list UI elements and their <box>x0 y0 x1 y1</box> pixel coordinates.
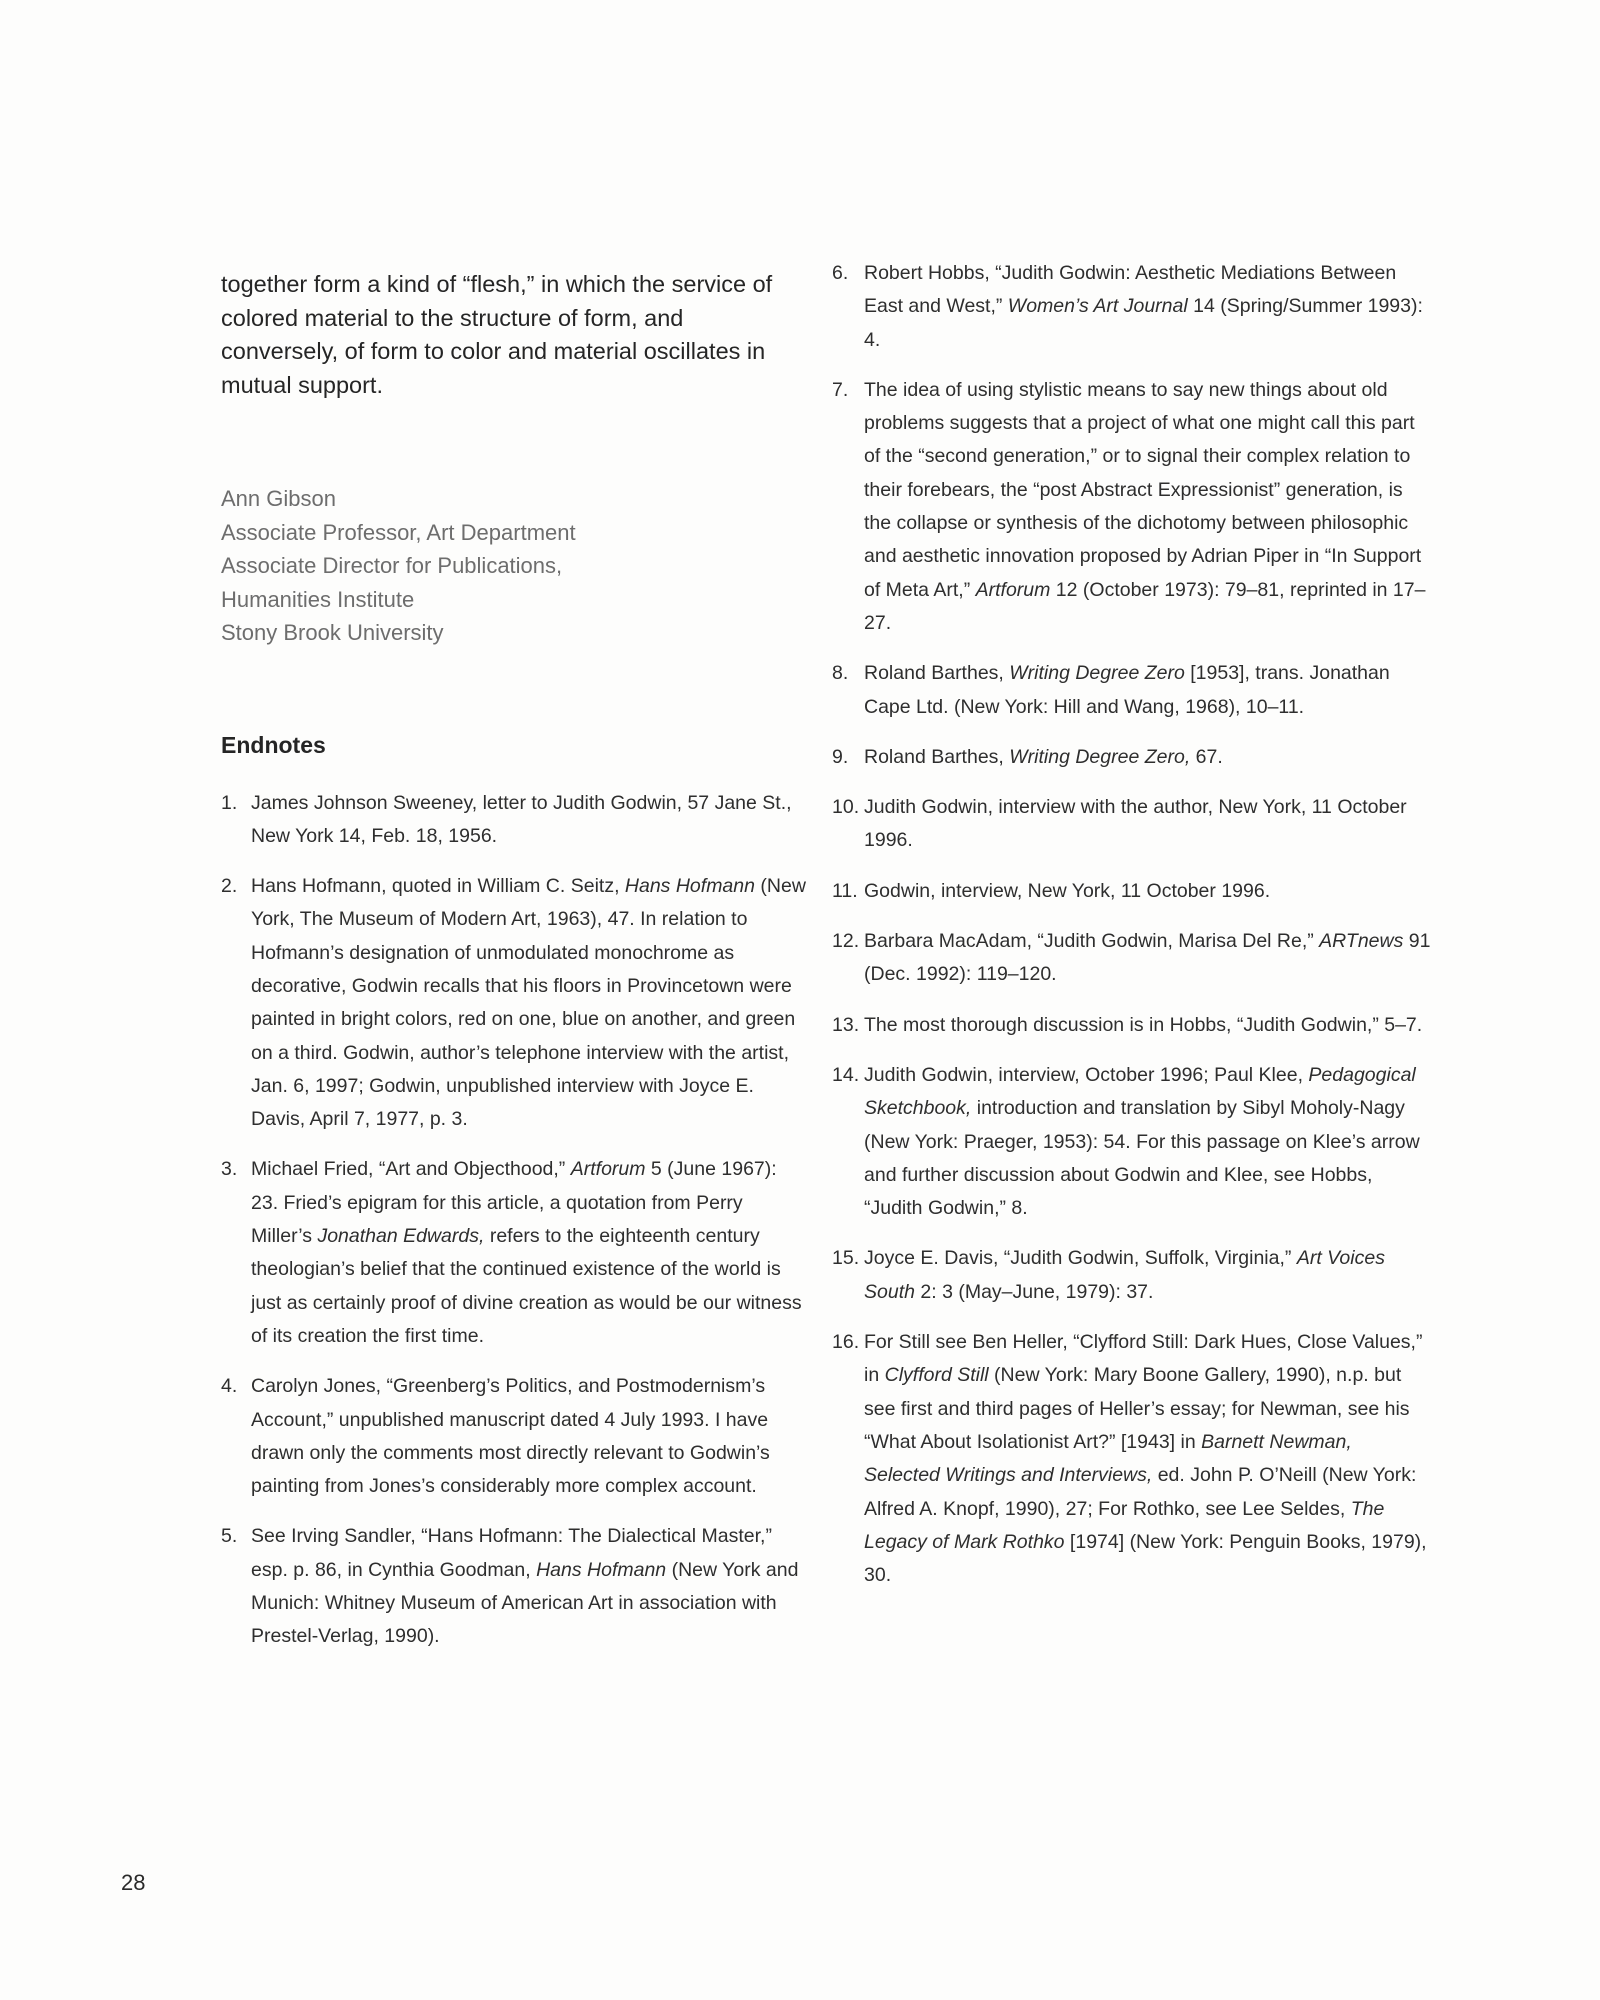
endnote-text: Joyce E. Davis, “Judith Godwin, Suffolk, Virginia,” <box>864 1247 1297 1270</box>
endnote-text: refers to the eighteenth century theologian’s belief that the continued existence of the world is just as certainly proof of divine creation as would be our witness of its creation the first time. <box>251 1225 802 1347</box>
endnote-number: 8. <box>832 662 849 685</box>
endnote-item <box>221 787 806 854</box>
endnote-item <box>832 1326 1432 1592</box>
endnote-text: Judith Godwin, interview, October 1996; Paul Klee, <box>864 1063 1309 1086</box>
endnote-item <box>221 1153 806 1353</box>
endnote-text: ed. John P. O’Neill (New York: Alfred A. Knopf, 1990), 27; For Rothko, see Lee Seldes, <box>864 1464 1417 1520</box>
endnote-number: 16. <box>832 1331 860 1354</box>
endnote-text: James Johnson Sweeney, letter to Judith Godwin, 57 Jane St., New York 14, Feb. 18, 1956. <box>251 791 792 847</box>
endnote-italic-title: ARTnews <box>1319 930 1404 953</box>
endnote-item <box>832 741 1432 774</box>
page-number: 28 <box>121 1870 146 1895</box>
endnote-number: 13. <box>832 1013 860 1036</box>
endnote-text: The idea of using stylistic means to say new things about old problems suggests that a project of what one might call this part of the “second generation,” or to signal their complex relation to their forebears, the “post Abstract Expressionist” generation, is the collapse or synthesis of the dichotomy between philosophic and aesthetic innovation proposed by Adrian Piper in “In Support of Meta Art,” <box>864 378 1422 601</box>
endnote-italic-title: Hans Hofmann <box>624 875 755 898</box>
endnote-italic-title: Writing Degree Zero <box>1009 662 1185 685</box>
endnote-text: 91 (Dec. 1992): 119–120. <box>864 930 1431 986</box>
endnote-item <box>832 791 1432 858</box>
endnote-italic-title: Artforum <box>570 1158 646 1181</box>
endnote-item <box>832 875 1432 908</box>
endnote-item <box>832 1059 1432 1225</box>
endnote-item <box>832 1242 1432 1309</box>
endnotes-heading: Endnotes <box>221 731 326 758</box>
endnote-italic-title: Artforum <box>975 578 1051 601</box>
author-title-2: Associate Director for Publications, <box>221 553 563 578</box>
endnote-item <box>832 657 1432 724</box>
author-institution: Stony Brook University <box>221 620 444 645</box>
endnote-number: 1. <box>221 791 238 814</box>
endnote-italic-title: Jonathan Edwards, <box>317 1225 485 1248</box>
endnote-text: Roland Barthes, <box>864 662 1010 685</box>
endnote-number: 4. <box>221 1375 238 1398</box>
endnotes-list-right <box>832 257 1432 1592</box>
endnote-italic-title: Barnett Newman, Selected Writings and Interviews, <box>864 1430 1352 1487</box>
endnote-number: 14. <box>832 1063 860 1086</box>
endnote-text: Barbara MacAdam, “Judith Godwin, Marisa Del Re,” <box>864 930 1320 953</box>
endnote-number: 15. <box>832 1247 860 1270</box>
author-name: Ann Gibson <box>221 486 336 511</box>
endnote-item <box>832 374 1432 640</box>
endnote-number: 6. <box>832 262 849 284</box>
endnote-text: Roland Barthes, <box>864 745 1010 768</box>
endnote-text: 12 (October 1973): 79–81, reprinted in 17–27. <box>864 578 1426 634</box>
endnote-text: The most thorough discussion is in Hobbs, “Judith Godwin,” 5–7. <box>864 1013 1423 1036</box>
endnote-text: 5 (June 1967): 23. Fried’s epigram for this article, a quotation from Perry Miller’s <box>251 1158 777 1248</box>
endnote-item <box>221 1370 806 1503</box>
endnote-text: (New York and Munich: Whitney Museum of American Art in association with Prestel-Verlag, 1990). <box>251 1558 799 1648</box>
endnote-item <box>221 870 806 1136</box>
endnote-text: For Still see Ben Heller, “Clyfford Still: Dark Hues, Close Values,” in <box>864 1331 1423 1387</box>
endnote-number: 5. <box>221 1525 238 1548</box>
endnote-italic-title: Women’s Art Journal <box>1007 295 1188 318</box>
endnote-text: Godwin, interview, New York, 11 October 1996. <box>864 879 1271 902</box>
endnote-text: (New York: Mary Boone Gallery, 1990), n.p. but see first and third pages of Heller’s essay; for Newman, see his “What About Isolationist Art?” [1943] in <box>864 1364 1410 1453</box>
endnote-italic-title: Art Voices South <box>864 1247 1385 1303</box>
endnote-text: 2: 3 (May–June, 1979): 37. <box>914 1280 1154 1303</box>
endnote-number: 7. <box>832 378 849 401</box>
endnote-number: 12. <box>832 930 860 953</box>
left-column <box>221 268 806 1671</box>
lead-paragraph: together form a kind of “flesh,” in which the service of colored material to the structure of form, and conversely, of form to color and material oscillates in mutual support. <box>221 271 773 398</box>
endnote-text: Robert Hobbs, “Judith Godwin: Aesthetic Mediations Between East and West,” <box>864 262 1397 318</box>
endnote-text: [1953], trans. Jonathan Cape Ltd. (New York: Hill and Wang, 1968), 10–11. <box>864 662 1390 718</box>
endnote-number: 2. <box>221 875 238 898</box>
endnote-italic-title: Pedagogical Sketchbook, <box>864 1063 1416 1120</box>
endnote-number: 9. <box>832 745 849 768</box>
author-block <box>221 482 806 650</box>
endnote-number: 10. <box>832 796 860 819</box>
endnote-item <box>221 1520 806 1653</box>
endnote-text: 14 (Spring/Summer 1993): 4. <box>864 295 1423 351</box>
endnote-italic-title: The Legacy of Mark Rothko <box>864 1497 1385 1553</box>
endnote-text: introduction and translation by Sibyl Moholy-Nagy (New York: Praeger, 1953): 54. For this passage on Klee’s arrow and further discussion about Godwin and Klee, see Hobbs, “Judith Godwin,” 8. <box>864 1097 1420 1220</box>
author-title-1: Associate Professor, Art Department <box>221 519 576 545</box>
endnotes-list-left <box>221 787 806 1654</box>
endnote-item <box>832 925 1432 992</box>
endnote-text: [1974] (New York: Penguin Books, 1979), 30. <box>864 1530 1427 1587</box>
endnote-text: 67. <box>1190 745 1223 768</box>
endnote-text: Michael Fried, “Art and Objecthood,” <box>251 1158 571 1181</box>
endnote-number: 3. <box>221 1158 238 1181</box>
endnote-number: 11. <box>832 879 858 902</box>
author-title-3: Humanities Institute <box>221 586 415 612</box>
endnote-italic-title: Writing Degree Zero, <box>1009 745 1191 768</box>
endnote-text: Carolyn Jones, “Greenberg’s Politics, and Postmodernism’s Account,” unpublished manuscript dated 4 July 1993. I have drawn only the comments most directly relevant to Godwin’s painting from Jones’s considerably more complex account. <box>251 1375 770 1498</box>
endnote-text: (New York, The Museum of Modern Art, 1963), 47. In relation to Hofmann’s designation of unmodulated monochrome as decorative, Godwin recalls that his floors in Provincetown were painted in bright colors, red on one, blue on another, and green on a third. Godwin, author’s telephone interview with the artist, Jan. 6, 1997; Godwin, unpublished interview with Joyce E. Davis, April 7, 1977, p. 3. <box>251 875 806 1131</box>
endnote-text: Hans Hofmann, quoted in William C. Seitz, <box>251 875 625 898</box>
endnote-italic-title: Clyfford Still <box>884 1364 989 1387</box>
endnote-italic-title: Hans Hofmann <box>536 1558 667 1581</box>
endnote-item <box>832 1009 1432 1042</box>
endnote-text: See Irving Sandler, “Hans Hofmann: The Dialectical Master,” esp. p. 86, in Cynthia Goodman, <box>251 1525 772 1581</box>
endnote-item <box>832 257 1432 357</box>
endnote-text: Judith Godwin, interview with the author, New York, 11 October 1996. <box>864 796 1407 852</box>
right-column <box>832 257 1432 1609</box>
